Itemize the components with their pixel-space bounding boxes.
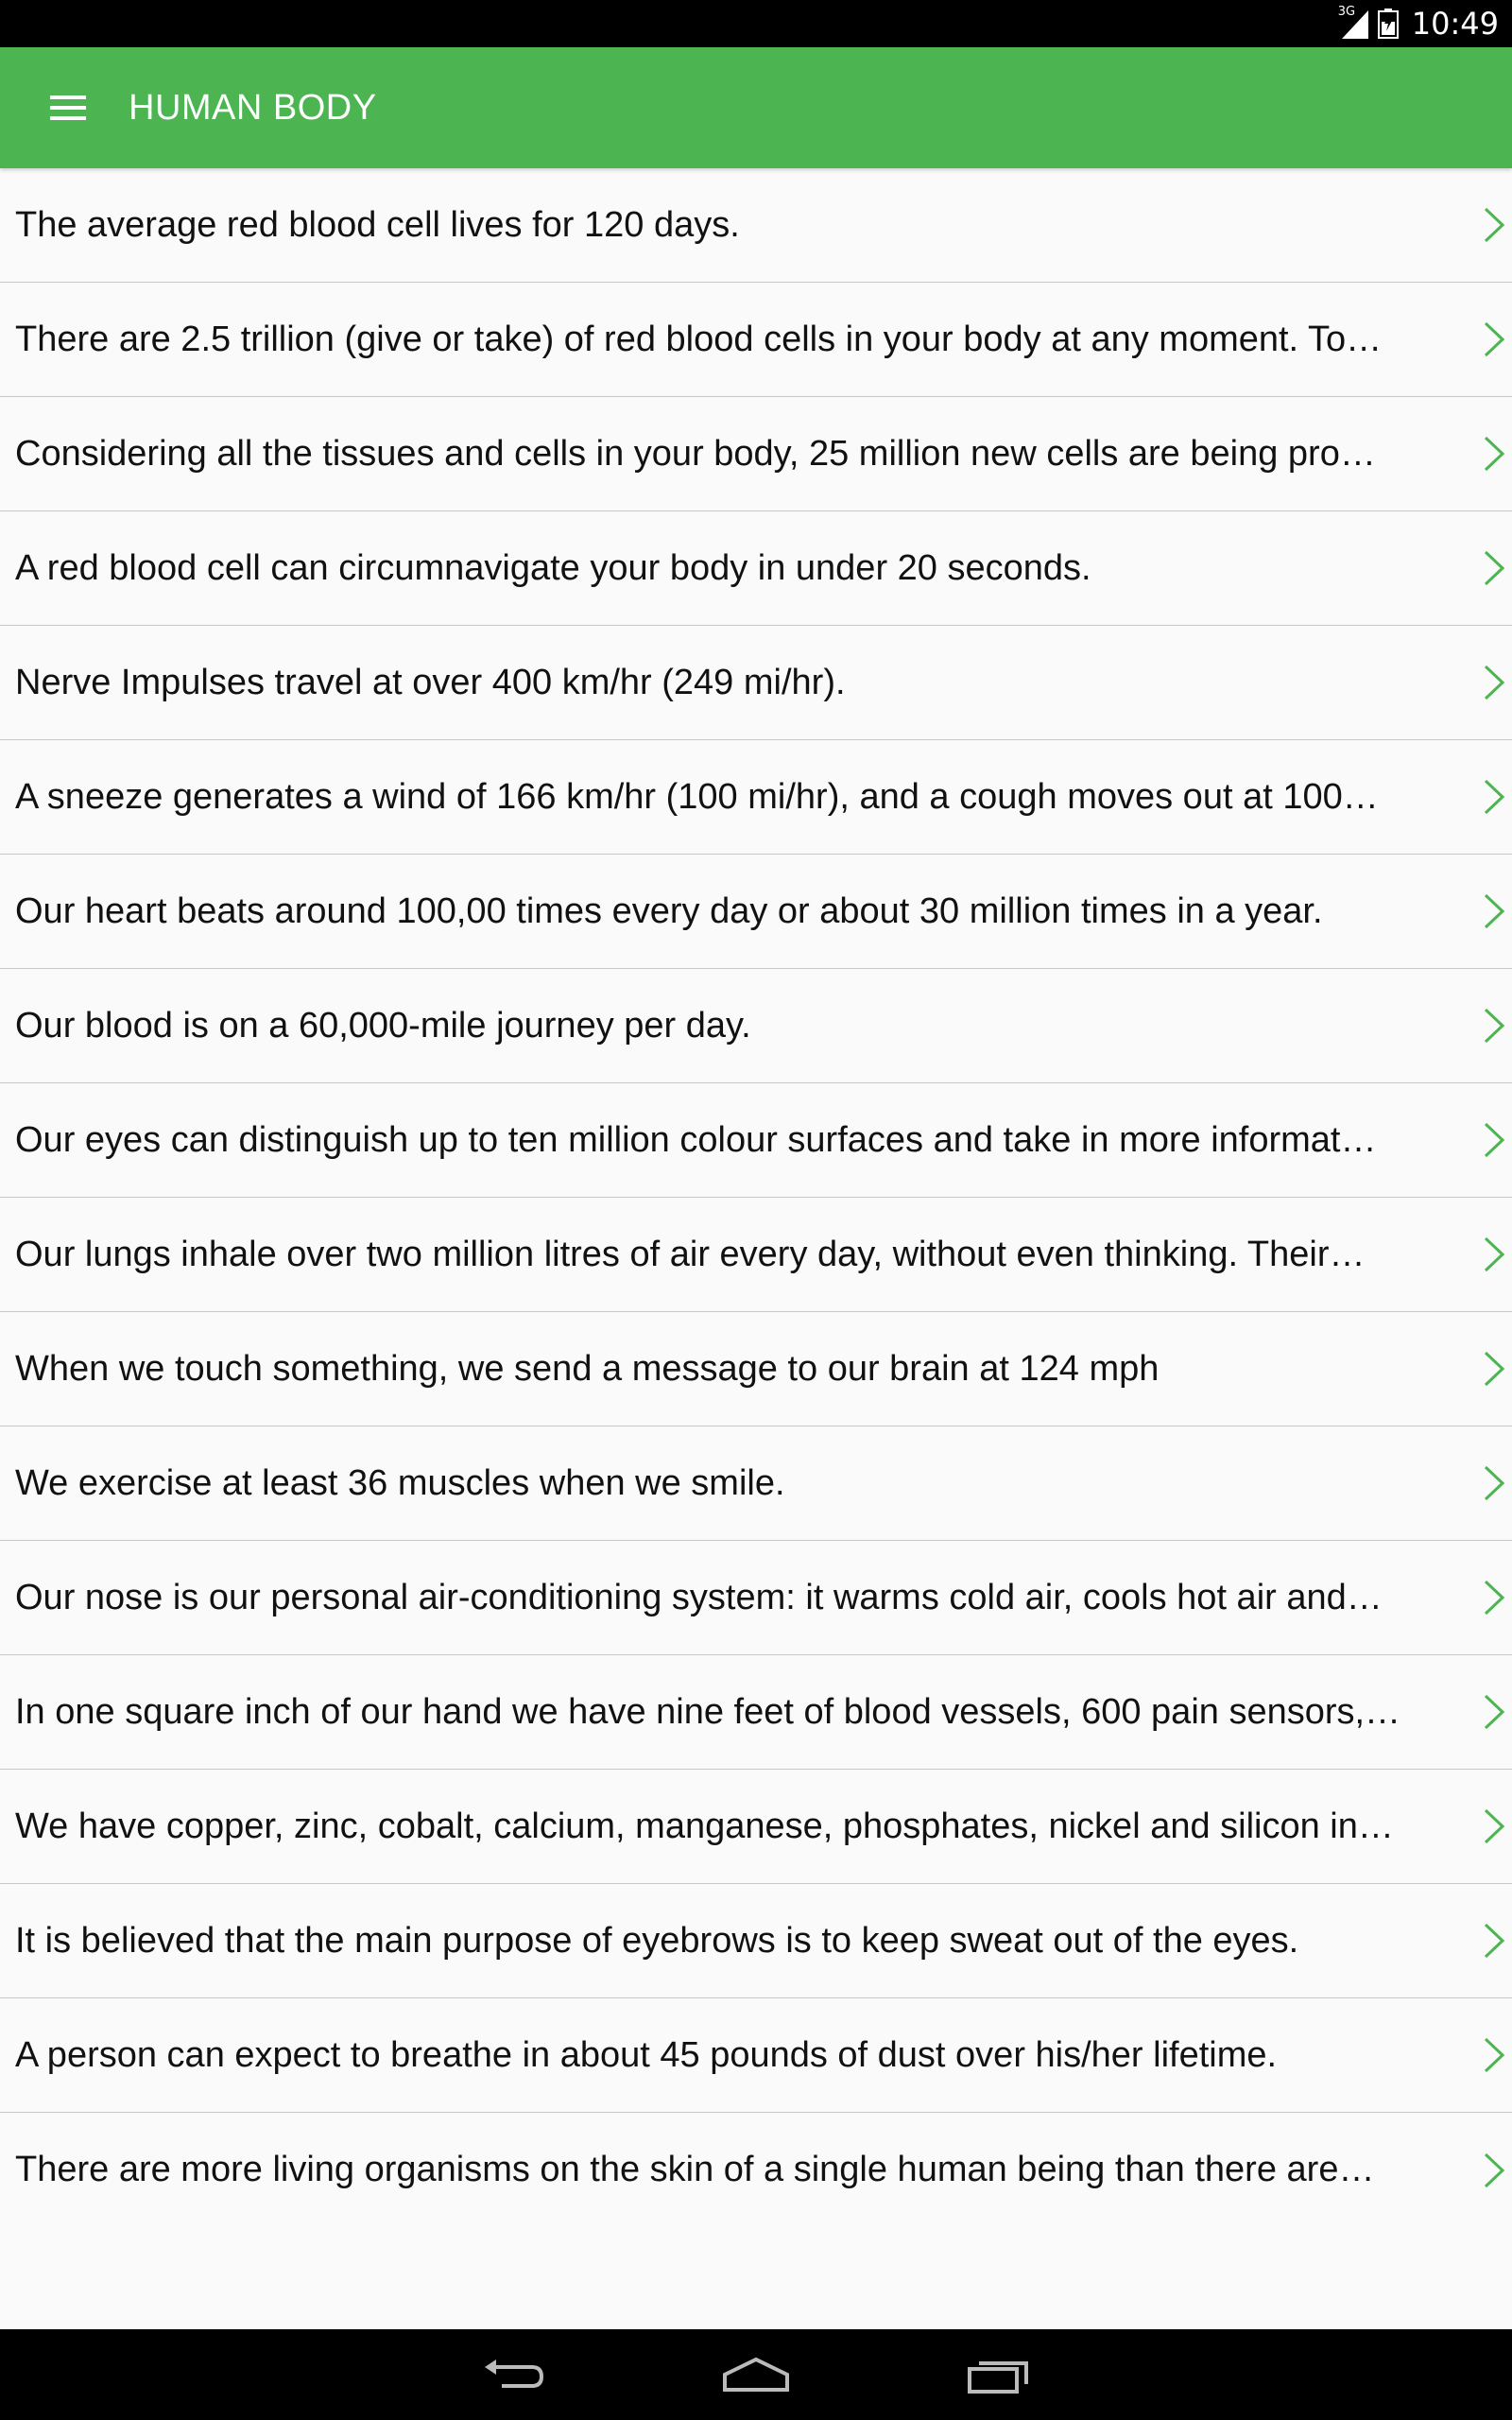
- menu-button[interactable]: [34, 74, 102, 142]
- list-item[interactable]: [0, 1998, 1512, 2113]
- battery-icon: [1378, 9, 1399, 39]
- list-item[interactable]: [0, 969, 1512, 1083]
- list-item-text: A red blood cell can circumnavigate your body in under 20 seconds.: [15, 547, 1091, 588]
- chevron-right-icon: [1482, 1464, 1506, 1502]
- list-item[interactable]: [0, 855, 1512, 969]
- list-item[interactable]: [0, 1541, 1512, 1655]
- list-item-text: It is believed that the main purpose of eyebrows is to keep sweat out of the eyes.: [15, 1920, 1299, 1961]
- signal-3g-icon: [1338, 7, 1370, 41]
- app-bar: [0, 47, 1512, 168]
- navigation-bar: [0, 2329, 1512, 2420]
- list-item-text: Our nose is our personal air-conditioning system: it warms cold air, cools hot air and…: [15, 1577, 1383, 1617]
- chevron-right-icon: [1482, 1693, 1506, 1731]
- list-item[interactable]: [0, 626, 1512, 740]
- list-item[interactable]: [0, 1083, 1512, 1198]
- chevron-right-icon: [1482, 1922, 1506, 1960]
- page-title: HUMAN BODY: [129, 87, 377, 128]
- list-item-text: A person can expect to breathe in about 45 pounds of dust over his/her lifetime.: [15, 2034, 1278, 2075]
- home-icon: [721, 2356, 791, 2394]
- chevron-right-icon: [1482, 1121, 1506, 1159]
- chevron-right-icon: [1482, 1807, 1506, 1845]
- chevron-right-icon: [1482, 549, 1506, 587]
- list-item[interactable]: [0, 1198, 1512, 1312]
- list-item[interactable]: [0, 283, 1512, 397]
- back-icon: [481, 2356, 545, 2394]
- chevron-right-icon: [1482, 2152, 1506, 2189]
- facts-list: [0, 168, 1512, 2227]
- list-item[interactable]: [0, 1884, 1512, 1998]
- list-item-text: Our heart beats around 100,00 times every day or about 30 million times in a year.: [15, 890, 1323, 931]
- chevron-right-icon: [1482, 1350, 1506, 1388]
- list-item[interactable]: [0, 1312, 1512, 1426]
- recent-apps-button[interactable]: [952, 2346, 1046, 2403]
- list-item-text: Our blood is on a 60,000-mile journey per day.: [15, 1005, 751, 1046]
- list-item[interactable]: [0, 511, 1512, 626]
- back-button[interactable]: [466, 2346, 560, 2403]
- chevron-right-icon: [1482, 778, 1506, 816]
- network-type-label: 3G: [1337, 5, 1356, 19]
- list-item-text: There are more living organisms on the skin of a single human being than there are…: [15, 2150, 1375, 2189]
- chevron-right-icon: [1482, 435, 1506, 473]
- recent-apps-icon: [966, 2356, 1032, 2394]
- chevron-right-icon: [1482, 664, 1506, 701]
- hamburger-menu-icon: [50, 94, 86, 122]
- chevron-right-icon: [1482, 1579, 1506, 1616]
- chevron-right-icon: [1482, 206, 1506, 244]
- list-item[interactable]: [0, 168, 1512, 283]
- list-item-text: There are 2.5 trillion (give or take) of red blood cells in your body at any moment. To…: [15, 319, 1383, 359]
- list-item-text: We have copper, zinc, cobalt, calcium, manganese, phosphates, nickel and silicon in…: [15, 1806, 1394, 1846]
- status-bar: [0, 0, 1512, 47]
- chevron-right-icon: [1482, 320, 1506, 358]
- status-clock: 10:49: [1411, 6, 1499, 42]
- home-button[interactable]: [709, 2346, 803, 2403]
- list-item[interactable]: [0, 740, 1512, 855]
- list-item-text: Our lungs inhale over two million litres of air every day, without even thinking. Their…: [15, 1234, 1366, 1274]
- list-item-text: In one square inch of our hand we have nine feet of blood vessels, 600 pain sensors,…: [15, 1691, 1401, 1732]
- list-item[interactable]: [0, 2113, 1512, 2227]
- chevron-right-icon: [1482, 892, 1506, 930]
- list-item-text: Considering all the tissues and cells in your body, 25 million new cells are being pro…: [15, 433, 1376, 474]
- list-item-text: We exercise at least 36 muscles when we smile.: [15, 1462, 785, 1503]
- list-item[interactable]: [0, 1426, 1512, 1541]
- list-item[interactable]: [0, 397, 1512, 511]
- list-item-text: A sneeze generates a wind of 166 km/hr (100 mi/hr), and a cough moves out at 100…: [15, 776, 1379, 817]
- list-item-text: Our eyes can distinguish up to ten million colour surfaces and take in more informat…: [15, 1119, 1377, 1160]
- list-item-text: When we touch something, we send a message to our brain at 124 mph: [15, 1348, 1160, 1389]
- list-item-text: The average red blood cell lives for 120 days.: [15, 204, 740, 245]
- list-item-text: Nerve Impulses travel at over 400 km/hr (249 mi/hr).: [15, 662, 846, 702]
- chevron-right-icon: [1482, 1236, 1506, 1273]
- chevron-right-icon: [1482, 1007, 1506, 1045]
- list-item[interactable]: [0, 1655, 1512, 1770]
- chevron-right-icon: [1482, 2036, 1506, 2074]
- list-item[interactable]: [0, 1770, 1512, 1884]
